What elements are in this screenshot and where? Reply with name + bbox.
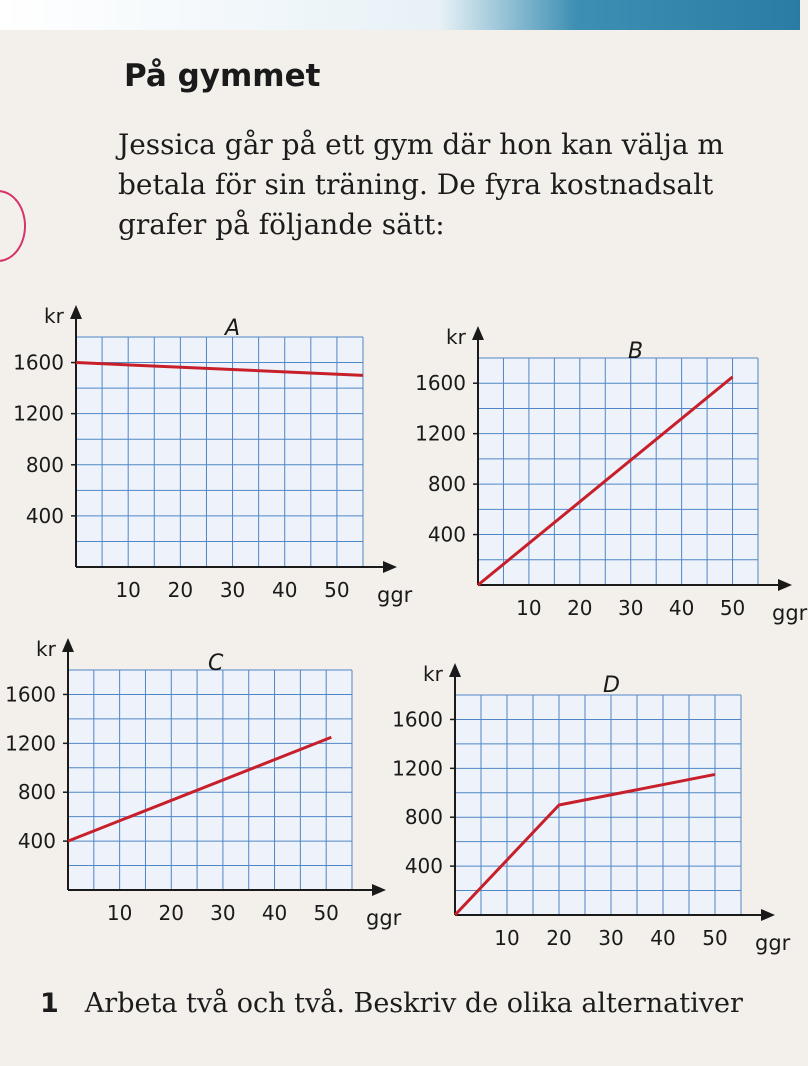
chart-d-x-tick-label: 40	[650, 926, 676, 950]
intro-line: Jessica går på ett gym där hon kan välja m	[118, 128, 724, 161]
chart-c-y-axis-label: kr	[36, 637, 56, 661]
chart-c-y-tick-label: 800	[17, 780, 56, 805]
chart-b-y-tick-label: 1200	[415, 421, 466, 446]
chart-d-plot-area	[455, 695, 741, 915]
chart-b-y-tick-label: 800	[427, 472, 466, 497]
chart-b-x-tick-label: 10	[516, 596, 542, 620]
charts-area	[0, 290, 808, 970]
chart-c-x-tick-label: 30	[210, 901, 236, 925]
chart-d-x-tick-label: 30	[598, 926, 624, 950]
chart-c-y-axis-arrow	[62, 638, 74, 652]
chart-d-x-tick-label: 20	[546, 926, 572, 950]
chart-b-x-axis-arrow	[778, 579, 792, 591]
chart-a-x-tick-label: 50	[324, 578, 350, 602]
chart-a-y-tick-label: 1200	[13, 401, 64, 426]
chart-c-plot-area	[68, 670, 352, 890]
chart-a-y-axis-arrow	[70, 305, 82, 319]
chart-d-y-tick-label: 800	[404, 805, 443, 830]
chart-c-x-tick-label: 20	[158, 901, 184, 925]
chart-d-x-tick-label: 10	[494, 926, 520, 950]
chart-d-x-tick-label: 50	[702, 926, 728, 950]
chart-a-y-tick-label: 800	[25, 452, 64, 477]
chart-b-y-tick-label: 400	[427, 522, 466, 547]
chart-d-x-axis-label: ggr	[755, 931, 791, 955]
chart-b-x-tick-label: 40	[668, 596, 695, 620]
chart-a-x-tick-label: 20	[167, 578, 194, 602]
chart-c-x-axis-label: ggr	[366, 906, 402, 930]
chart-b-y-axis-arrow	[472, 326, 484, 340]
margin-pen-mark	[0, 190, 26, 262]
top-banner	[0, 0, 800, 30]
intro-line: betala för sin träning. De fyra kostnadsalt	[118, 168, 714, 201]
chart-a-plot-area	[76, 337, 363, 567]
chart-c-x-tick-label: 10	[106, 901, 133, 925]
chart-a-x-tick-label: 30	[219, 578, 246, 602]
section-heading: På gymmet	[124, 58, 321, 94]
chart-c-x-tick-label: 50	[313, 901, 339, 925]
chart-a-y-tick-label: 400	[25, 503, 64, 528]
chart-d-y-axis-label: kr	[423, 662, 443, 686]
chart-a-x-axis-arrow	[383, 561, 397, 573]
task-number: 1	[40, 988, 59, 1019]
chart-c-x-axis-arrow	[372, 884, 386, 896]
chart-d-x-axis-arrow	[761, 909, 775, 921]
chart-a-x-axis-label: ggr	[377, 583, 413, 607]
chart-d-y-tick-label: 400	[404, 854, 443, 879]
chart-b-y-axis-label: kr	[446, 325, 466, 349]
intro-line: grafer på följande sätt:	[118, 208, 445, 241]
chart-c-y-tick-label: 1600	[5, 682, 56, 707]
chart-c-title: C	[208, 651, 224, 676]
chart-a-y-tick-label: 1600	[13, 350, 64, 375]
chart-a-x-tick-label: 40	[272, 578, 298, 602]
intro-paragraph	[118, 125, 808, 245]
chart-b-y-tick-label: 1600	[415, 371, 466, 396]
chart-a-title: A	[225, 316, 241, 341]
chart-c-y-tick-label: 1200	[5, 731, 56, 756]
chart-a-x-tick-label: 10	[115, 578, 141, 602]
chart-c-y-tick-label: 400	[17, 829, 56, 854]
chart-a-y-axis-label: kr	[44, 304, 64, 328]
chart-d-y-axis-arrow	[449, 663, 461, 677]
chart-b-x-axis-label: ggr	[772, 601, 808, 625]
chart-b-title: B	[628, 339, 644, 364]
chart-c-x-tick-label: 40	[261, 901, 288, 925]
chart-b-x-tick-label: 20	[567, 596, 593, 620]
chart-b-x-tick-label: 50	[719, 596, 746, 620]
chart-b-x-tick-label: 30	[618, 596, 644, 620]
chart-d-y-tick-label: 1600	[392, 707, 443, 732]
chart-d-title: D	[603, 673, 620, 698]
task-prompt	[40, 988, 800, 1019]
task-text: Arbeta två och två. Beskriv de olika alternativer	[84, 988, 743, 1019]
chart-d-y-tick-label: 1200	[392, 756, 443, 781]
